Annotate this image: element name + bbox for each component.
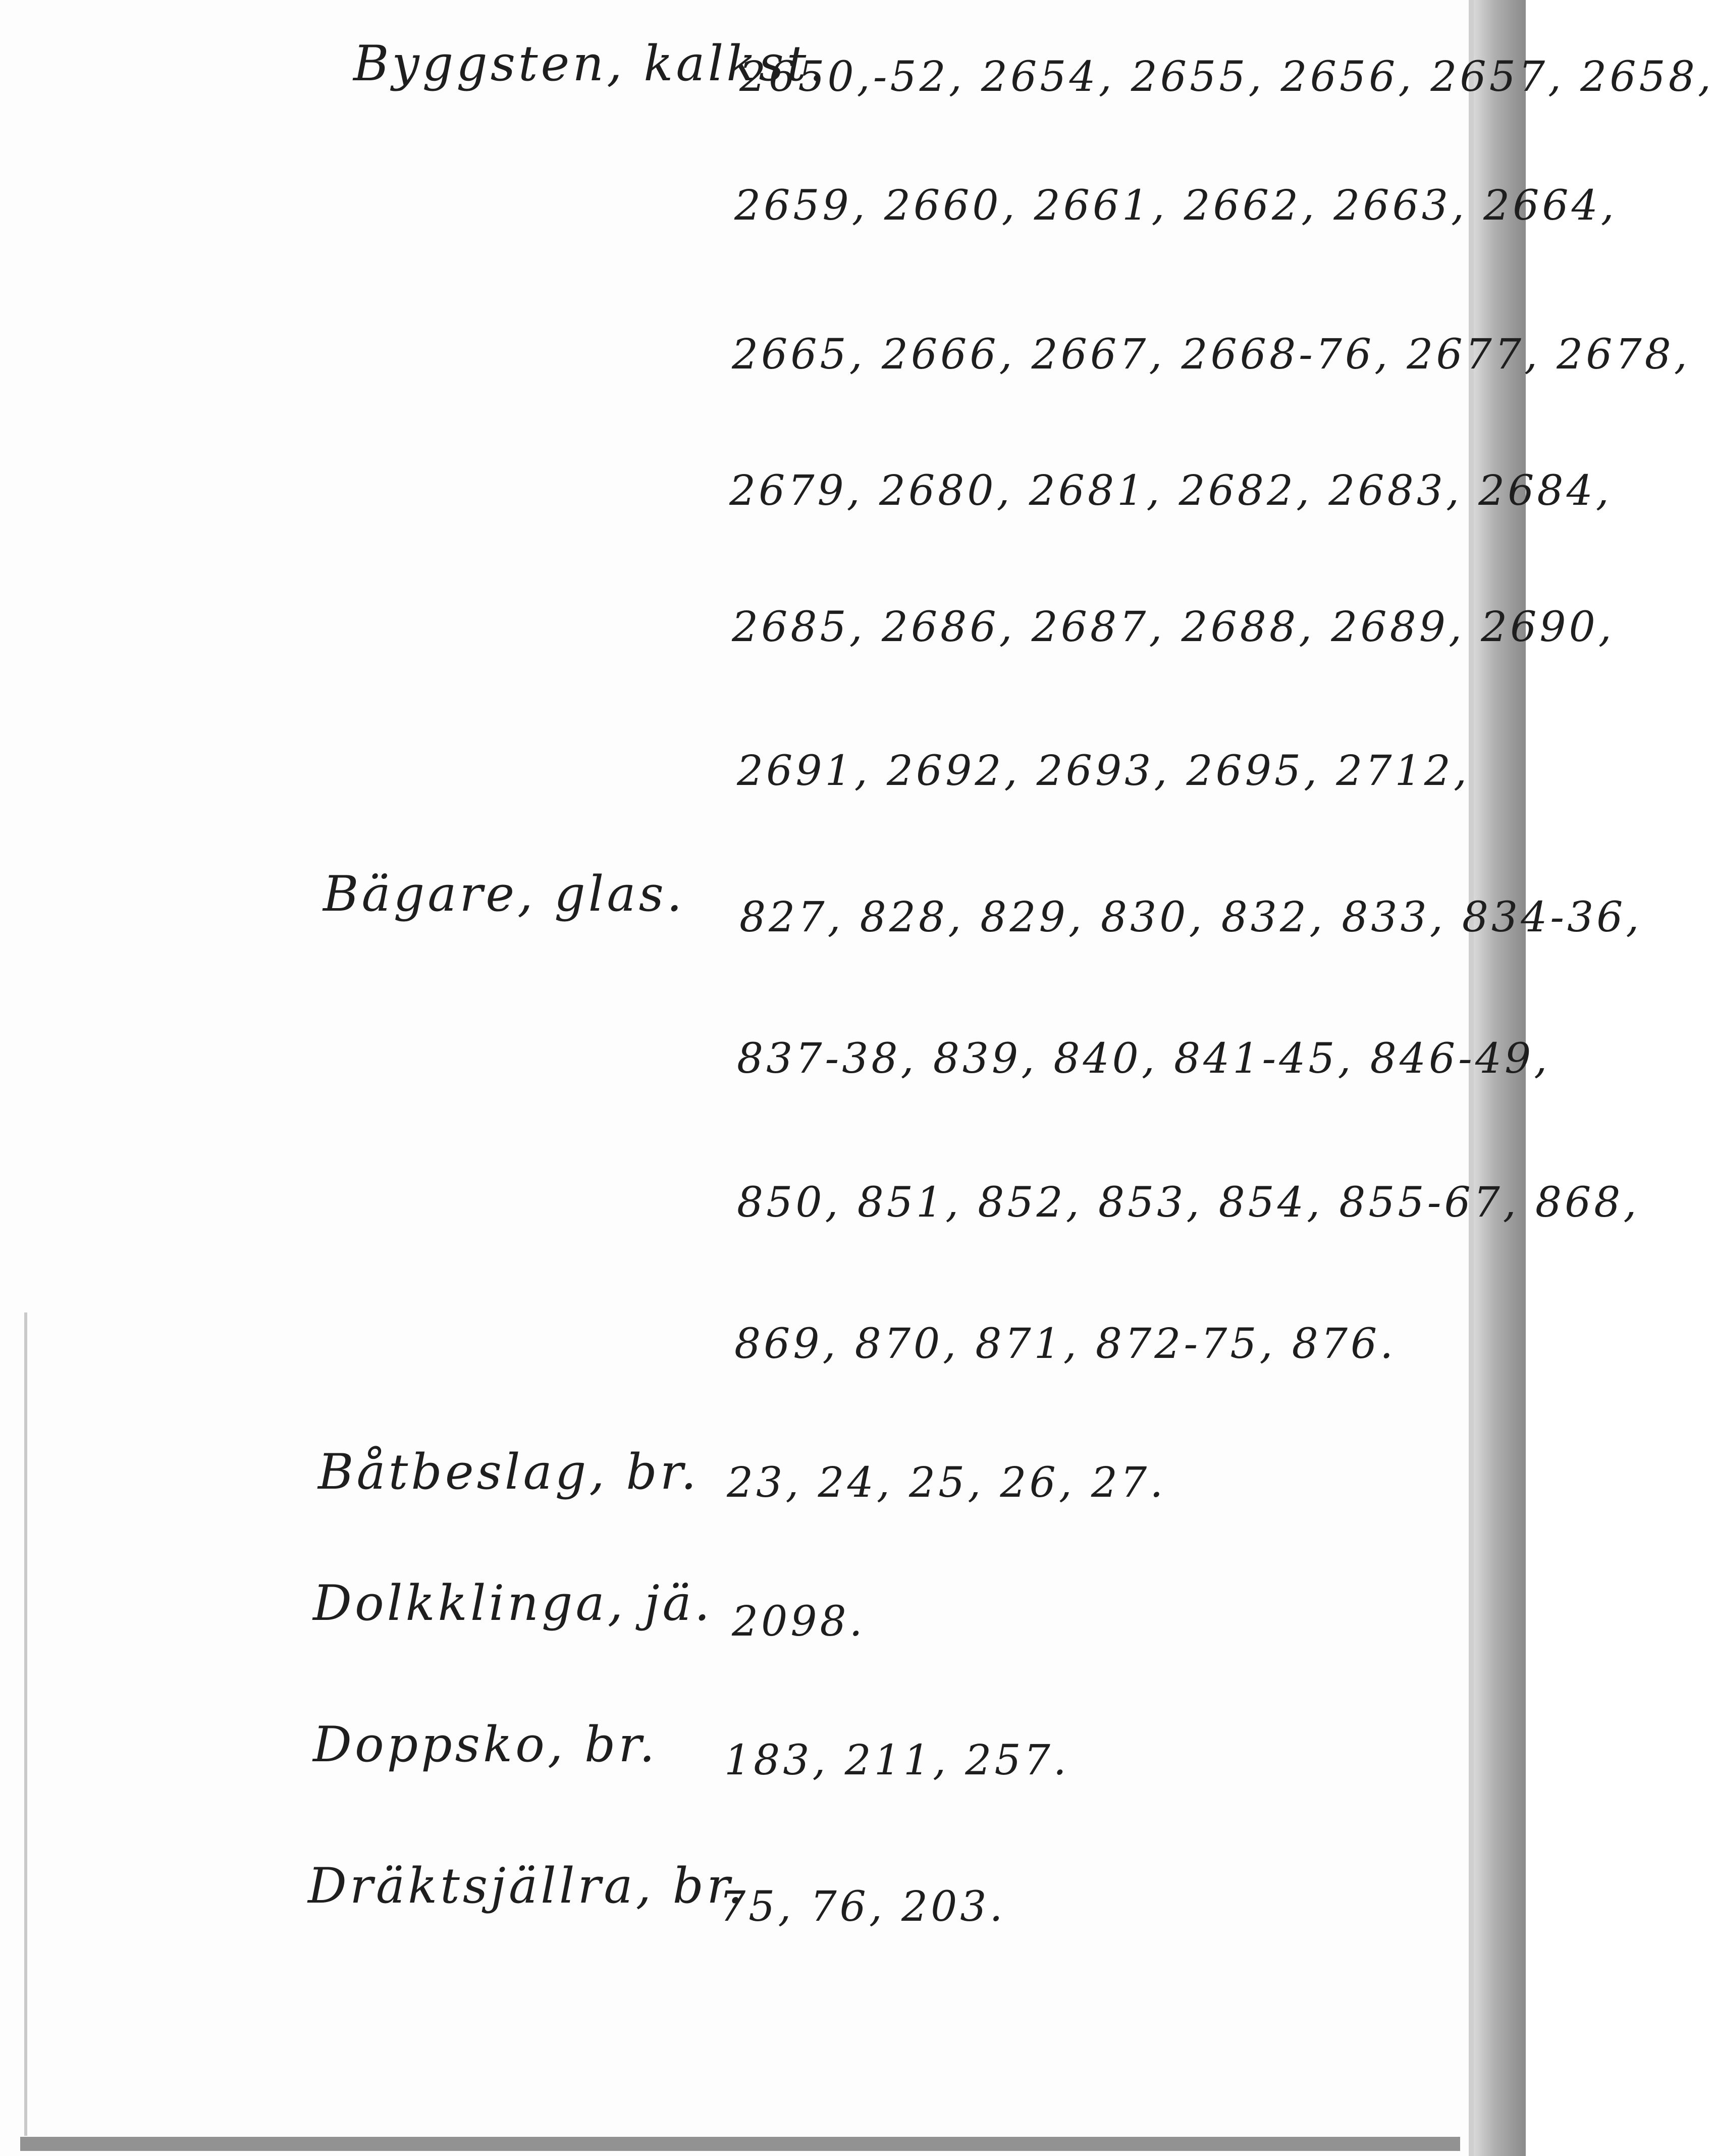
entry-numbers-line: 2659, 2660, 2661, 2662, 2663, 2664,: [734, 182, 1617, 230]
entry-numbers-line: 183, 211, 257.: [724, 1737, 1069, 1784]
page-bottom-edge: [20, 2137, 1460, 2151]
entry-term-dolkklinga: Dolkklinga, jä.: [313, 1575, 713, 1632]
entry-numbers-line: 2650,-52, 2654, 2655, 2656, 2657, 2658,: [739, 53, 1714, 101]
entry-numbers-line: 869, 870, 871, 872-75, 876.: [734, 1320, 1397, 1368]
entry-numbers-line: 850, 851, 852, 853, 854, 855-67, 868,: [737, 1179, 1640, 1227]
entry-numbers-line: 2691, 2692, 2693, 2695, 2712,: [737, 747, 1470, 795]
entry-numbers-line: 2685, 2686, 2687, 2688, 2689, 2690,: [732, 603, 1615, 651]
entry-numbers-line: 2665, 2666, 2667, 2668-76, 2677, 2678,: [732, 331, 1690, 379]
entry-numbers-line: 23, 24, 25, 26, 27.: [727, 1459, 1166, 1507]
entry-term-byggsten: Byggsten, kalkst.: [353, 35, 828, 92]
entry-numbers-line: 827, 828, 829, 830, 832, 833, 834-36,: [739, 893, 1642, 941]
entry-term-doppsko: Doppsko, br.: [313, 1716, 658, 1773]
entry-numbers-line: 2679, 2680, 2681, 2682, 2683, 2684,: [729, 467, 1612, 515]
entry-numbers-line: 837-38, 839, 840, 841-45, 846-49,: [737, 1035, 1550, 1083]
entry-term-batbeslag: Båtbeslag, br.: [318, 1444, 700, 1500]
entry-numbers-line: 75, 76, 203.: [719, 1883, 1006, 1931]
entry-term-bagare: Bägare, glas.: [323, 866, 685, 922]
page-left-edge: [24, 1312, 27, 2136]
entry-numbers-line: 2098.: [732, 1598, 866, 1646]
entry-term-draktsjallra: Dräktsjällra, br.: [308, 1858, 746, 1914]
